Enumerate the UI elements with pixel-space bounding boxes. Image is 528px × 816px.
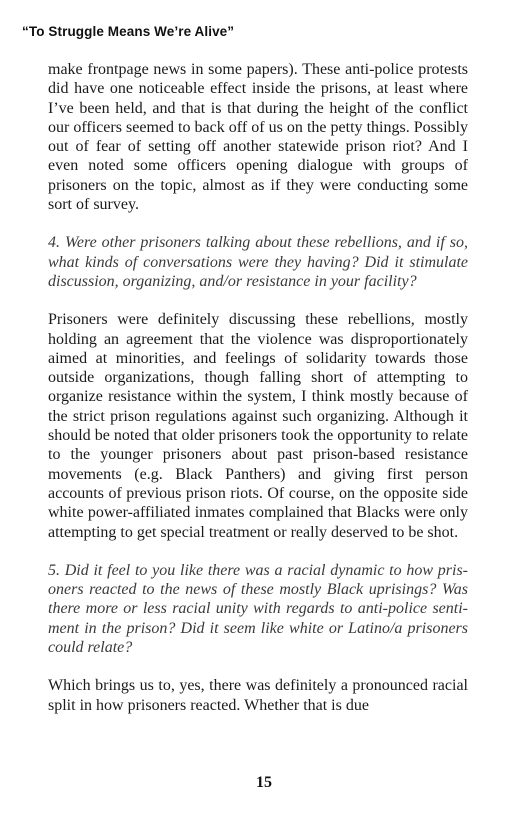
body-paragraph-2: Prisoners were definitely discussing these rebellions, mostly holding an agreement that the violence was disproportionately aimed at minorities, and feelings of solidarity towards those outside organizations, though falling short of attempting to organize resistance within the system, I think mostly because of the strict prison regulations against such organizing. Although it should be noted that older prisoners took the opportunity to relate to the younger prisoners about past prison-based resistance movements (e.g. Black Panthers) and giving first person accounts of previous prison riots. Of course, on the opposite side white power-affiliated inmates complained that Blacks were only attempting to get special treatment or really deserved to be shot.	[48, 311, 468, 541]
paragraph-spacer	[48, 291, 468, 310]
interview-question-4: 4. Were other prisoners talking about these rebellions, and if so, what kinds of conversations were they having? Did it stimulate discussion, organizing, and/or resistance in your facility?	[48, 234, 468, 290]
paragraph-spacer	[48, 542, 468, 561]
interview-question-5: 5. Did it feel to you like there was a racial dynamic to how prisoners reacted to the news of these mostly Black uprisings? Was there more or less racial unity with regards to anti-police sentiment in the prison? Did it seem like white or Latino/a prisoners could relate?	[48, 561, 468, 657]
page-number: 15	[256, 774, 272, 791]
running-header: “To Struggle Means We’re Alive”	[22, 24, 235, 39]
body-paragraph-3: Which brings us to, yes, there was definitely a pronounced racial split in how prisoners reacted. Whether that is due	[48, 677, 468, 714]
page-body	[48, 60, 468, 715]
paragraph-spacer	[48, 214, 468, 233]
paragraph-spacer	[48, 657, 468, 676]
body-paragraph-1: make frontpage news in some papers). These anti-police protests did have one noticeable effect inside the prisons, at least where I’ve been held, and that is that during the height of the conflict our officers seemed to back off of us on the petty things. Possibly out of fear of setting off another statewide prison riot? And I even noted some officers opening dialogue with groups of prisoners on the topic, almost as if they were conducting some sort of survey.	[48, 61, 468, 214]
